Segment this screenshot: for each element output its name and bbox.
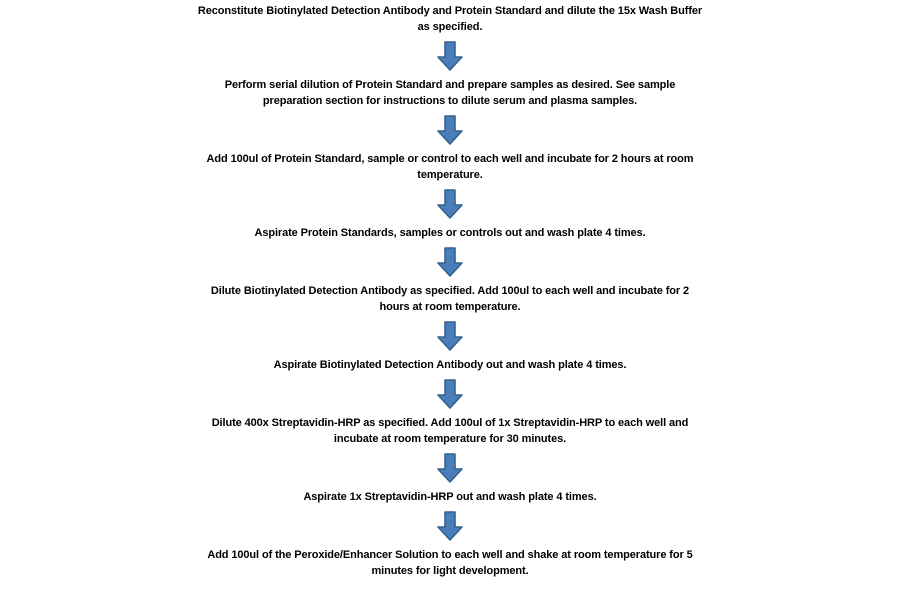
step-9-line-1: Add 100ul of the Peroxide/Enhancer Solution to each well and shake at room temperature for 5 [207,549,693,561]
step-6-line-1: Aspirate Biotinylated Detection Antibody out and wash plate 4 times. [273,359,627,371]
down-arrow-icon [437,379,463,409]
step-5-line-1: Dilute Biotinylated Detection Antibody as specified. Add 100ul to each well and incubate for 2 [210,285,690,297]
down-arrow-icon [437,41,463,71]
step-2 [70,77,830,109]
step-1-line-1: Reconstitute Biotinylated Detection Antibody and Protein Standard and dilute the 15x Wash Buffer [197,5,703,17]
down-arrow-icon [437,453,463,483]
step-4-line-1: Aspirate Protein Standards, samples or controls out and wash plate 4 times. [254,227,646,239]
step-6 [70,357,830,373]
step-3 [70,151,830,183]
step-9 [70,547,830,579]
step-1 [70,3,830,35]
down-arrow-icon [437,247,463,277]
step-3-line-1: Add 100ul of Protein Standard, sample or control to each well and incubate for 2 hours at room [206,153,694,165]
step-7-line-2: incubate at room temperature for 30 minutes. [333,433,567,445]
down-arrow-icon [437,321,463,351]
flow-arrow-2 [437,115,463,145]
step-2-line-2: preparation section for instructions to dilute serum and plasma samples. [262,95,638,107]
down-arrow-icon [437,115,463,145]
step-8-line-1: Aspirate 1x Streptavidin-HRP out and wash plate 4 times. [303,491,597,503]
flow-arrow-6 [437,379,463,409]
flow-arrow-4 [437,247,463,277]
step-7-line-1: Dilute 400x Streptavidin-HRP as specified. Add 100ul of 1x Streptavidin-HRP to each well and [211,417,689,429]
step-3-line-2: temperature. [417,169,483,181]
step-7 [70,415,830,447]
step-5-line-2: hours at room temperature. [379,301,521,313]
step-8 [70,489,830,505]
down-arrow-icon [437,189,463,219]
flow-arrow-5 [437,321,463,351]
flow-arrow-8 [437,511,463,541]
step-4 [70,225,830,241]
step-1-line-2: as specified. [417,21,483,33]
step-5 [70,283,830,315]
flow-arrow-1 [437,41,463,71]
step-2-line-1: Perform serial dilution of Protein Standard and prepare samples as desired. See sample [224,79,676,91]
flow-arrow-7 [437,453,463,483]
down-arrow-icon [437,511,463,541]
step-9-line-2: minutes for light development. [371,565,529,577]
flow-arrow-3 [437,189,463,219]
